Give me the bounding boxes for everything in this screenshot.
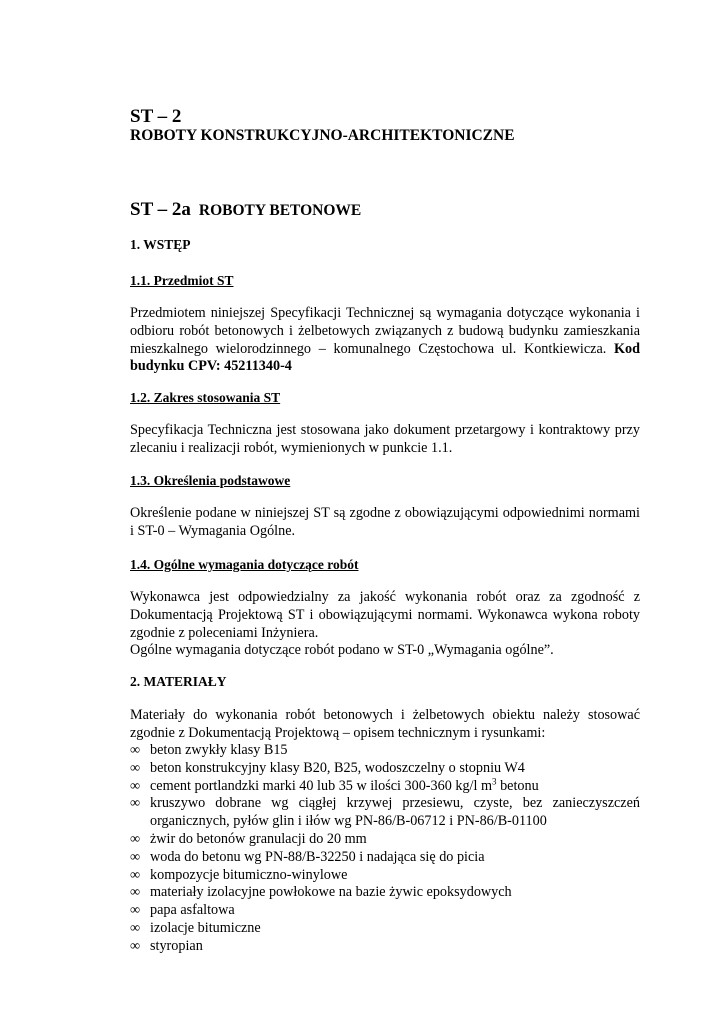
list-item: ∞ beton zwykły klasy B15 [130, 742, 288, 758]
bullet-icon: ∞ [130, 848, 141, 865]
bullet-icon: ∞ [130, 919, 141, 936]
bullet-icon: ∞ [130, 866, 141, 883]
list-item: ∞ beton konstrukcyjny klasy B20, B25, wodoszczelny o stopniu W4 [130, 759, 525, 776]
section-heading-1-1: 1.1. Przedmiot ST [130, 273, 234, 288]
spec-title: ROBOTY KONSTRUKCYJNO-ARCHITEKTONICZNE [130, 127, 515, 144]
list-item: ∞ materiały izolacyjne powłokowe na bazie żywic epoksydowych [130, 884, 512, 901]
list-item: ∞ styropian [130, 937, 203, 954]
section-heading-2: 2. MATERIAŁY [130, 674, 227, 689]
materials-list [130, 742, 640, 956]
list-item: ∞ kruszywo dobrane wg ciągłej krzywej przesiewu, czyste, bez zanieczyszczeń organicznych, pyłów glin i iłów wg PN-86/B-06712 i PN-86/B-01100 [130, 795, 640, 830]
list-item: ∞ żwir do betonów granulacji do 20 mm [130, 830, 367, 847]
section-heading-1-4: 1.4. Ogólne wymagania dotyczące robót [130, 557, 359, 572]
bullet-icon: ∞ [130, 795, 141, 812]
list-item: ∞ cement portlandzki marki 40 lub 35 w ilości 300-360 kg/l $m^3$ betonu [130, 775, 539, 794]
paragraph-1-1 [130, 305, 640, 376]
list-item: ∞ izolacje bitumiczne [130, 919, 261, 936]
superscript: 3 [492, 775, 497, 786]
section-heading-1: 1. WSTĘP [130, 237, 191, 252]
spec-code: ST – 2 [130, 106, 182, 127]
paragraph-1-2: Specyfikacja Techniczna jest stosowana jako dokument przetargowy i kontraktowy przy zlecaniu i realizacji robót, wymienionych w punkcie 1.1. [130, 422, 640, 456]
bullet-icon: ∞ [130, 884, 141, 901]
list-item: ∞ papa asfaltowa [130, 902, 235, 919]
section-heading-1-2: 1.2. Zakres stosowania ST [130, 390, 281, 405]
paragraph-1-3: Określenie podane w niniejszej ST są zgodne z obowiązującymi odpowiednimi normami i ST-0 – Wymagania Ogólne. [130, 505, 640, 539]
cpv-code: Kod budynku CPV: 45211340-4 [130, 340, 641, 375]
paragraph-2-intro: Materiały do wykonania robót betonowych i żelbetowych obiektu należy stosować zgodnie z Dokumentacją Projektową – opisem technicznym i rysunkami: [130, 707, 640, 741]
subspec-code: ST – 2a [130, 199, 191, 220]
bullet-icon: ∞ [130, 742, 141, 758]
subspec-title: ROBOTY BETONOWE [198, 202, 362, 219]
list-item: ∞ woda do betonu wg PN-88/B-32250 i nadająca się do picia [130, 848, 485, 865]
paragraph-1-1-text: Przedmiotem niniejszej Specyfikacji Technicznej są wymagania dotyczące wykonania i odbioru robót betonowych i żelbetowych związanych z budową budynku zamieszkania mieszkalnego wielorodzinnego – komunalnego Częstochowa ul. Kontkiewicza. [130, 305, 640, 357]
bullet-icon: ∞ [130, 777, 141, 794]
list-item: ∞ kompozycje bitumiczno-winylowe [130, 866, 348, 883]
paragraph-1-4: Wykonawca jest odpowiedzialny za jakość wykonania robót oraz za zgodność z Dokumentacją Projektową ST i obowiązującymi normami. Wykonawca wykona roboty zgodnie z poleceniami Inżyniera. [130, 589, 640, 641]
paragraph-1-4-general: Ogólne wymagania dotyczące robót podano w ST-0 „Wymagania ogólne”. [130, 642, 554, 658]
bullet-icon: ∞ [130, 830, 141, 847]
section-heading-1-3: 1.3. Określenia podstawowe [130, 473, 291, 488]
bullet-icon: ∞ [130, 937, 141, 954]
bullet-icon: ∞ [130, 759, 141, 776]
subspec-heading [130, 197, 640, 224]
bullet-icon: ∞ [130, 902, 141, 919]
